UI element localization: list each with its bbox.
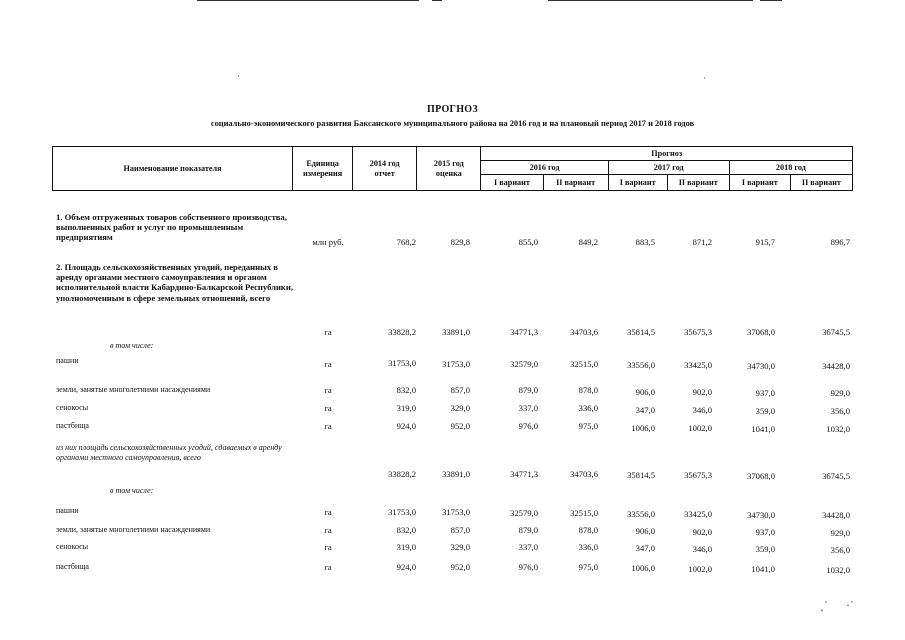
header-variant-1: I вариант [729,175,790,191]
row-label: земли, занятые многолетними насаждениями [56,385,211,394]
value-cell: 336,0 [578,403,598,413]
header-variant-1: I вариант [608,175,667,191]
value-cell: 34771,3 [510,327,538,337]
row-unit: га [324,421,332,431]
row-unit: га [324,507,332,517]
value-cell: 37068,0 [747,327,775,337]
value-cell: 924,0 [396,562,416,572]
value-cell: 879,0 [518,385,538,395]
value-cell: 319,0 [396,542,416,552]
value-cell: 768,2 [396,237,416,247]
value-cell: 902,0 [692,527,712,537]
value-cell: 356,0 [830,406,850,416]
value-cell: 975,0 [578,421,598,431]
value-cell: 871,2 [692,237,712,247]
value-cell: 356,0 [830,545,850,555]
header-variant-2: II вариант [790,175,852,191]
value-cell: 33828,2 [388,469,416,479]
value-cell: 937,0 [755,388,775,398]
value-cell: 924,0 [396,421,416,431]
value-cell: 35675,3 [684,327,712,337]
value-cell: 915,7 [755,237,775,247]
value-cell: 346,0 [692,544,712,554]
row-unit: га [324,385,332,395]
value-cell: 32579,0 [510,359,538,369]
row-sublabel: в том числе: [110,341,154,350]
value-cell: 34703,6 [570,327,598,337]
row-label: пашни [56,356,79,365]
header-2016: 2016 год [481,161,608,175]
header-variant-2: II вариант [667,175,729,191]
scan-speck: · [237,71,240,81]
value-cell: 347,0 [635,543,655,553]
row-unit: га [324,359,332,369]
value-cell: 32515,0 [570,508,598,518]
value-cell: 952,0 [450,562,470,572]
value-cell: 37068,0 [747,471,775,481]
value-cell: 346,0 [692,405,712,415]
value-cell: 976,0 [518,562,538,572]
header-name-col: Наименование показателя [53,147,293,191]
value-cell: 329,0 [450,403,470,413]
value-cell: 31753,0 [442,507,470,517]
value-cell: 347,0 [635,405,655,415]
value-cell: 31753,0 [442,359,470,369]
row-unit: га [324,542,332,552]
row-unit: га [324,403,332,413]
row-sublabel: в том числе: [110,486,154,495]
value-cell: 1002,0 [688,564,712,574]
value-cell: 906,0 [635,526,655,536]
value-cell: 36745,5 [822,327,850,337]
value-cell: 33425,0 [684,509,712,519]
value-cell: 32579,0 [510,508,538,518]
value-cell: 879,0 [518,525,538,535]
row-label: из них площадь сельскохозяйственных угодий, сдаваемых в аренду органами местного самоуправления, всего [56,443,282,463]
value-cell: 896,7 [830,237,850,247]
value-cell: 31753,0 [388,507,416,517]
value-cell: 857,0 [450,525,470,535]
value-cell: 878,0 [578,525,598,535]
value-cell: 855,0 [518,237,538,247]
row-unit: га [324,562,332,572]
value-cell: 883,5 [635,237,655,247]
value-cell: 32515,0 [570,359,598,369]
header-forecast: Прогноз [481,147,853,161]
value-cell: 1006,0 [631,563,655,573]
value-cell: 359,0 [755,544,775,554]
value-cell: 1032,0 [826,565,850,575]
header-2018: 2018 год [729,161,852,175]
row-unit: га [324,327,332,337]
value-cell: 1032,0 [826,424,850,434]
value-cell: 975,0 [578,562,598,572]
value-cell: 832,0 [396,525,416,535]
row-unit: га [324,525,332,535]
value-cell: 34428,0 [822,361,850,371]
value-cell: 902,0 [692,387,712,397]
value-cell: 34428,0 [822,510,850,520]
value-cell: 33891,0 [442,327,470,337]
value-cell: 878,0 [578,385,598,395]
row-label: пашни [56,506,79,515]
value-cell: 35814,5 [627,327,655,337]
value-cell: 329,0 [450,542,470,552]
header-2014: 2014 год отчет [353,147,417,191]
value-cell: 1041,0 [751,564,775,574]
value-cell: 35814,5 [627,470,655,480]
value-cell: 1006,0 [631,423,655,433]
row-label: сенокосы [56,542,89,551]
row-label: сенокосы [56,403,89,412]
value-cell: 33891,0 [442,469,470,479]
value-cell: 33556,0 [627,509,655,519]
scan-speck: · [703,73,706,83]
value-cell: 33425,0 [684,360,712,370]
value-cell: 319,0 [396,403,416,413]
value-cell: 929,0 [830,388,850,398]
value-cell: 33556,0 [627,360,655,370]
value-cell: 35675,3 [684,470,712,480]
value-cell: 33828,2 [388,327,416,337]
document-title: ПРОГНОЗ [427,104,478,115]
value-cell: 849,2 [578,237,598,247]
value-cell: 34703,6 [570,469,598,479]
row-label: пастбища [56,421,89,430]
value-cell: 31753,0 [388,358,416,368]
value-cell: 857,0 [450,385,470,395]
value-cell: 829,8 [450,237,470,247]
header-variant-2: II вариант [543,175,608,191]
row-unit: млн руб. [312,237,344,247]
value-cell: 34730,0 [747,361,775,371]
value-cell: 929,0 [830,528,850,538]
value-cell: 976,0 [518,421,538,431]
row-label: земли, занятые многолетними насаждениями [56,525,211,534]
scan-speck: ˏ˙ ·˙ [820,598,854,612]
header-unit-col: Единица измерения [293,147,353,191]
header-variant-1: I вариант [481,175,543,191]
row-label: 1. Объем отгруженных товаров собственного производства, выполненных работ и услуг по промышленным предприятиям [56,212,287,243]
value-cell: 952,0 [450,421,470,431]
value-cell: 34730,0 [747,510,775,520]
value-cell: 337,0 [518,403,538,413]
header-2015: 2015 год оценка [417,147,481,191]
row-label: пастбища [56,562,89,571]
row-label: 2. Площадь сельскохозяйственных угодий, переданных в аренду органами местного самоуправления и органом исполнительной власти Кабардино-Балкарской Республики, уполномоченным в сфере земельных отношений, всего [56,262,293,303]
value-cell: 1002,0 [688,423,712,433]
value-cell: 937,0 [755,527,775,537]
value-cell: 34771,3 [510,469,538,479]
header-2017: 2017 год [608,161,729,175]
value-cell: 337,0 [518,542,538,552]
value-cell: 359,0 [755,406,775,416]
value-cell: 336,0 [578,542,598,552]
value-cell: 832,0 [396,385,416,395]
value-cell: 36745,5 [822,471,850,481]
value-cell: 1041,0 [751,424,775,434]
document-subtitle: социально-экономического развития Баксанского муниципального района на 2016 год и на плановый период 2017 и 2018 годов [210,119,695,128]
value-cell: 906,0 [635,387,655,397]
